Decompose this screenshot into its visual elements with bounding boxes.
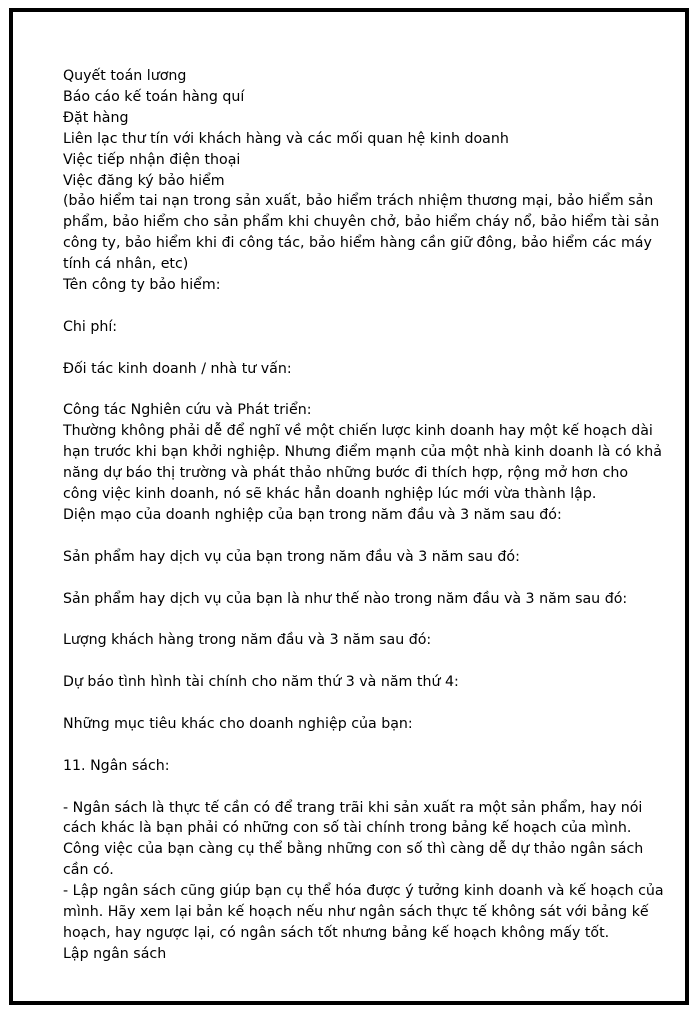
- blank-line: [63, 338, 643, 359]
- blank-line: [63, 568, 643, 589]
- text-line: cách khác là bạn phải có những con số tài chính trong bảng kế hoạch của mình.: [63, 820, 632, 837]
- text-line: Báo cáo kế toán hàng quí: [63, 88, 245, 105]
- text-line: Lập ngân sách: [63, 945, 167, 962]
- text-line: Thường không phải dễ để nghĩ về một chiến lược kinh doanh hay một kế hoạch dài: [63, 423, 653, 440]
- text-line: Việc đăng ký bảo hiểm: [63, 172, 225, 189]
- text-line: Đặt hàng: [63, 109, 129, 126]
- text-line: cần có.: [63, 862, 114, 879]
- text-line: Diện mạo của doanh nghiệp của bạn trong năm đầu và 3 năm sau đó:: [63, 506, 562, 523]
- text-line: Việc tiếp nhận điện thoại: [63, 151, 241, 168]
- text-line: tính cá nhân, etc): [63, 256, 189, 273]
- text-line: - Ngân sách là thực tế cần có để trang trãi khi sản xuất ra một sản phẩm, hay nói: [63, 799, 643, 816]
- text-line: Sản phẩm hay dịch vụ của bạn là như thế nào trong năm đầu và 3 năm sau đó:: [63, 590, 628, 607]
- document-body: [63, 66, 664, 965]
- text-line: Sản phẩm hay dịch vụ của bạn trong năm đầu và 3 năm sau đó:: [63, 548, 520, 565]
- text-line: công ty, bảo hiểm khi đi công tác, bảo hiểm hàng cần giữ đông, bảo hiểm các máy: [63, 235, 652, 252]
- text-line: hạn trước khi bạn khởi nghiệp. Nhưng điểm mạnh của một nhà kinh doanh là có khả: [63, 444, 662, 461]
- blank-line: [63, 777, 643, 798]
- text-line: Liên lạc thư tín với khách hàng và các mối quan hệ kinh doanh: [63, 130, 509, 147]
- text-line: (bảo hiểm tai nạn trong sản xuất, bảo hiểm trách nhiệm thương mại, bảo hiểm sản: [63, 193, 654, 210]
- text-line: Công việc của bạn càng cụ thể bằng những con số thì càng dễ dự thảo ngân sách: [63, 841, 644, 858]
- text-line: Lượng khách hàng trong năm đầu và 3 năm sau đó:: [63, 632, 432, 649]
- blank-line: [63, 693, 643, 714]
- blank-line: [63, 380, 643, 401]
- text-line: mình. Hãy xem lại bản kế hoạch nếu như ngân sách thực tế không sát với bảng kế: [63, 904, 649, 921]
- blank-line: [63, 609, 643, 630]
- text-line: năng dự báo thị trường và phát thảo những bước đi thích hợp, rộng mở hơn cho: [63, 465, 629, 482]
- text-line: Những mục tiêu khác cho doanh nghiệp của bạn:: [63, 715, 413, 732]
- text-line: - Lập ngân sách cũng giúp bạn cụ thể hóa được ý tưởng kinh doanh và kế hoạch của: [63, 883, 664, 900]
- text-line: Chi phí:: [63, 318, 118, 335]
- blank-line: [63, 526, 643, 547]
- text-line: Công tác Nghiên cứu và Phát triển:: [63, 402, 312, 419]
- text-line: phẩm, bảo hiểm cho sản phẩm khi chuyên chở, bảo hiểm cháy nổ, bảo hiểm tài sản: [63, 214, 660, 231]
- text-line: công việc kinh doanh, nó sẽ khác hẳn doanh nghiệp lúc mới vừa thành lập.: [63, 486, 597, 503]
- text-line: Đối tác kinh doanh / nhà tư vấn:: [63, 360, 292, 377]
- text-line: Quyết toán lương: [63, 68, 187, 84]
- text-line: Dự báo tình hình tài chính cho năm thứ 3 và năm thứ 4:: [63, 674, 459, 691]
- text-line: hoạch, hay ngược lại, có ngân sách tốt nhưng bảng kế hoạch không mấy tốt.: [63, 925, 610, 941]
- section-heading: 11. Ngân sách:: [63, 757, 170, 774]
- blank-line: [63, 296, 643, 317]
- text-line: Tên công ty bảo hiểm:: [63, 277, 221, 294]
- blank-line: [63, 735, 643, 756]
- blank-line: [63, 651, 643, 672]
